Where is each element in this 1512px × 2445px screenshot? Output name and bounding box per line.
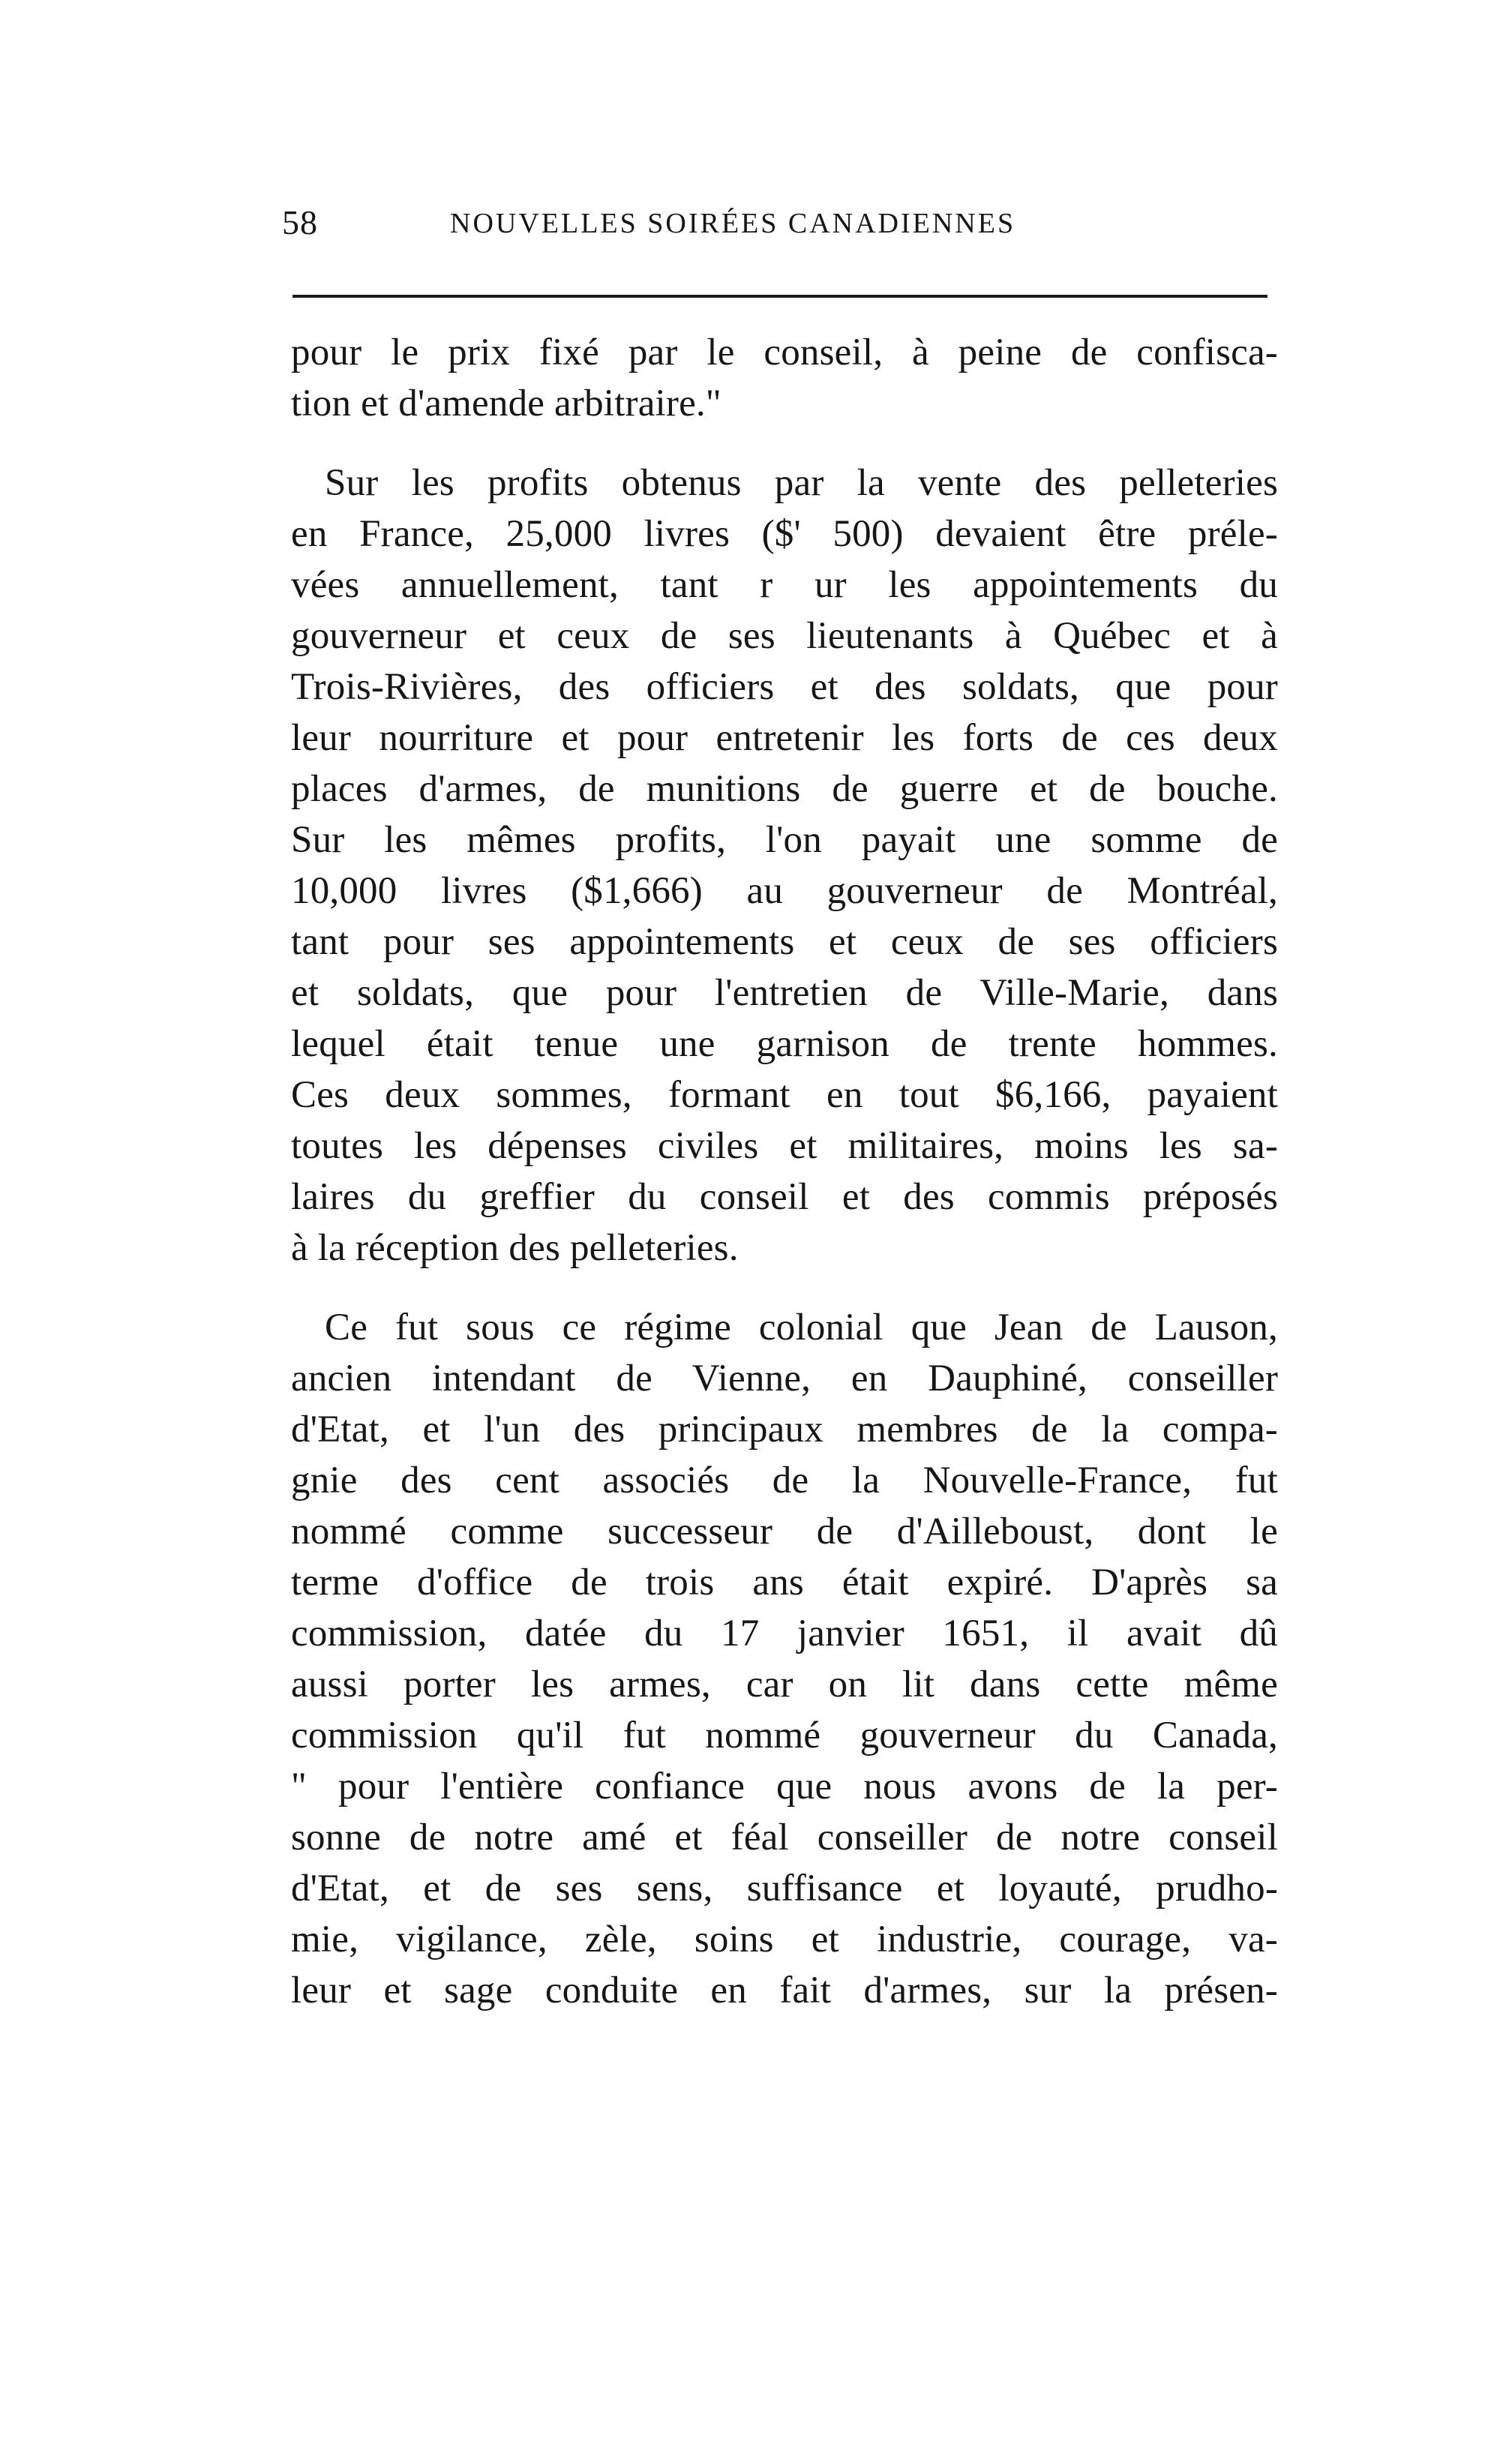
text-line: leur et sage conduite en fait d'armes, sur la présen- bbox=[291, 1970, 1278, 2012]
text-line: commission, datée du 17 janvier 1651, il avait dû bbox=[291, 1612, 1278, 1654]
text-line: aussi porter les armes, car on lit dans cette même bbox=[291, 1664, 1278, 1706]
text-line: lequel était tenue une garnison de trente hommes. bbox=[291, 1023, 1278, 1065]
text-line: 10,000 livres ($1,666) au gouverneur de Montréal, bbox=[291, 870, 1278, 912]
page-number: 58 bbox=[282, 203, 318, 242]
text-line: pour le prix fixé par le conseil, à peine de confisca- bbox=[291, 332, 1278, 374]
paragraph-gap bbox=[291, 1274, 1278, 1302]
text-line: d'Etat, et de ses sens, suffisance et loyauté, prudho- bbox=[291, 1868, 1278, 1910]
text-line: tant pour ses appointements et ceux de ses officiers bbox=[291, 921, 1278, 963]
text-line: en France, 25,000 livres ($' 500) devaient être préle- bbox=[291, 513, 1278, 555]
text-line: terme d'office de trois ans était expiré. D'après sa bbox=[291, 1562, 1278, 1604]
text-line: gnie des cent associés de la Nouvelle-France, fut bbox=[291, 1460, 1278, 1502]
text-line: mie, vigilance, zèle, soins et industrie, courage, va- bbox=[291, 1918, 1278, 1960]
text-line: gouverneur et ceux de ses lieutenants à Québec et à bbox=[291, 615, 1278, 657]
paragraph-gap bbox=[291, 429, 1278, 458]
text-line: Ce fut sous ce régime colonial que Jean de Lauson, bbox=[325, 1306, 1278, 1348]
text-line: leur nourriture et pour entretenir les forts de ces deux bbox=[291, 717, 1278, 759]
text-line: laires du greffier du conseil et des commis préposés bbox=[291, 1176, 1278, 1218]
text-line: nommé comme successeur de d'Ailleboust, dont le bbox=[291, 1510, 1278, 1552]
text-line: vées annuellement, tant r ur les appointements du bbox=[291, 564, 1278, 606]
page-header bbox=[282, 202, 1269, 248]
text-line: Sur les profits obtenus par la vente des pelleteries bbox=[325, 462, 1278, 504]
text-line: d'Etat, et l'un des principaux membres de la compa- bbox=[291, 1408, 1278, 1450]
body-text bbox=[291, 327, 1278, 2016]
text-line: ancien intendant de Vienne, en Dauphiné, conseiller bbox=[291, 1358, 1278, 1400]
text-line: tion et d'amende arbitraire." bbox=[291, 382, 722, 424]
text-line: commission qu'il fut nommé gouverneur du Canada, bbox=[291, 1714, 1278, 1756]
running-head: NOUVELLES SOIRÉES CANADIENNES bbox=[450, 208, 1016, 239]
header-rule bbox=[292, 295, 1268, 298]
text-line: Sur les mêmes profits, l'on payait une somme de bbox=[291, 819, 1278, 861]
text-line: toutes les dépenses civiles et militaires, moins les sa- bbox=[291, 1125, 1278, 1167]
text-line: à la réception des pelleteries. bbox=[291, 1227, 739, 1269]
text-line: places d'armes, de munitions de guerre et de bouche. bbox=[291, 768, 1278, 810]
text-line: Ces deux sommes, formant en tout $6,166, payaient bbox=[291, 1074, 1278, 1116]
text-line: et soldats, que pour l'entretien de Ville-Marie, dans bbox=[291, 972, 1278, 1014]
text-line: Trois-Rivières, des officiers et des soldats, que pour bbox=[291, 666, 1278, 708]
text-line: sonne de notre amé et féal conseiller de notre conseil bbox=[291, 1816, 1278, 1858]
text-line: " pour l'entière confiance que nous avons de la per- bbox=[291, 1766, 1278, 1808]
